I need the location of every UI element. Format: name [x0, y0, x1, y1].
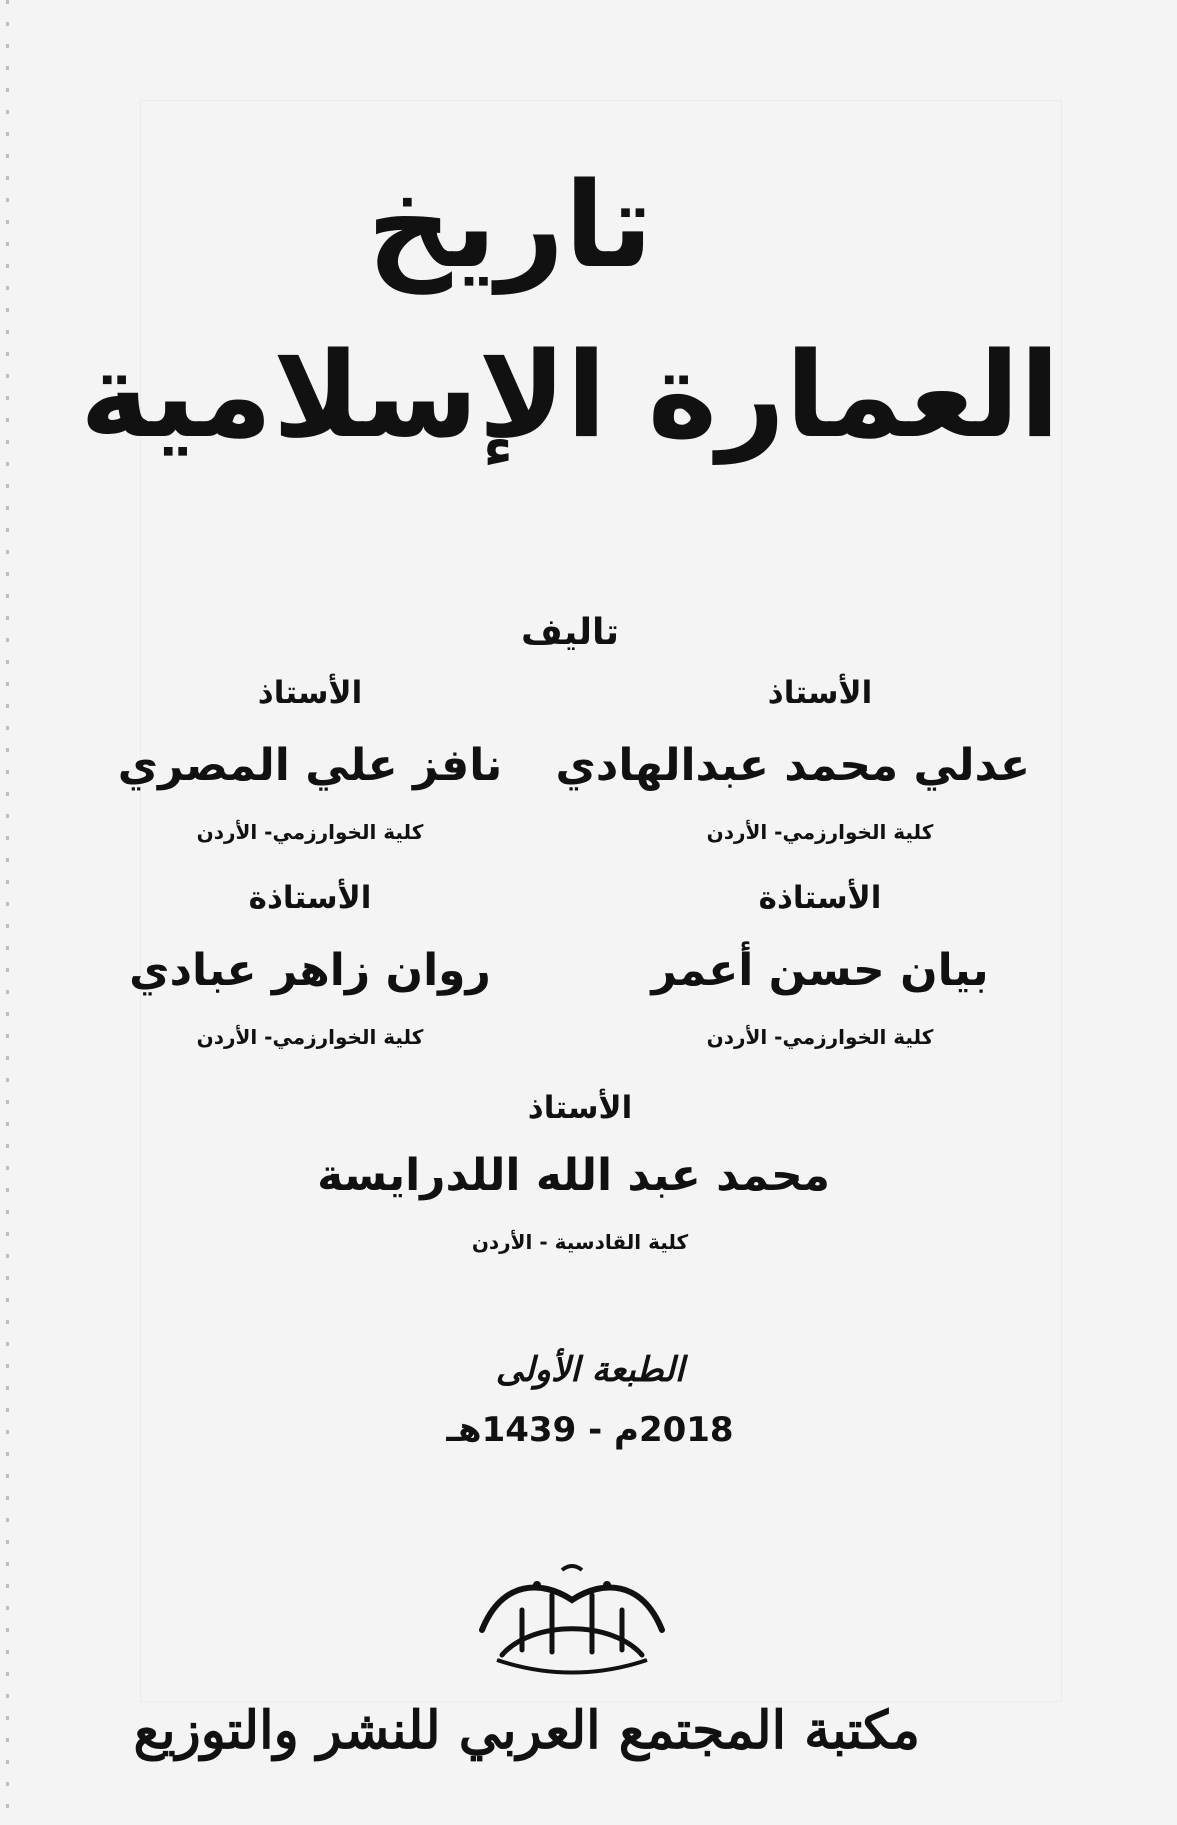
book-title-line-1: تاريخ: [367, 156, 653, 294]
author-2-name: نافز علي المصري: [117, 740, 503, 791]
author-5-name: محمد عبد الله اللدرايسة: [317, 1150, 830, 1201]
author-4-title: الأستاذة: [248, 880, 372, 916]
author-4-name: روان زاهر عبادي: [129, 945, 491, 996]
author-5-title: الأستاذ: [527, 1090, 633, 1126]
edition-year: 2018م - 1439هـ: [446, 1410, 734, 1450]
author-3-affiliation: كلية الخوارزمي- الأردن: [706, 1025, 934, 1049]
edition-label: الطبعة الأولى: [495, 1350, 685, 1390]
authorship-label: تاليف: [520, 612, 620, 653]
author-5-affiliation: كلية القادسية - الأردن: [471, 1230, 689, 1254]
perforated-edge: [0, 0, 16, 1825]
publisher-logo-icon: [462, 1560, 682, 1680]
book-title-line-2: العمارة الإسلامية: [79, 326, 1060, 464]
publisher-name: مكتبة المجتمع العربي للنشر والتوزيع: [133, 1700, 920, 1761]
author-2-title: الأستاذ: [257, 675, 363, 711]
author-1-name: عدلي محمد عبدالهادي: [555, 740, 1030, 791]
author-1-title: الأستاذ: [767, 675, 873, 711]
author-3-title: الأستاذة: [758, 880, 882, 916]
author-3-name: بيان حسن أعمر: [651, 945, 989, 996]
author-2-affiliation: كلية الخوارزمي- الأردن: [196, 820, 424, 844]
author-4-affiliation: كلية الخوارزمي- الأردن: [196, 1025, 424, 1049]
author-1-affiliation: كلية الخوارزمي- الأردن: [706, 820, 934, 844]
